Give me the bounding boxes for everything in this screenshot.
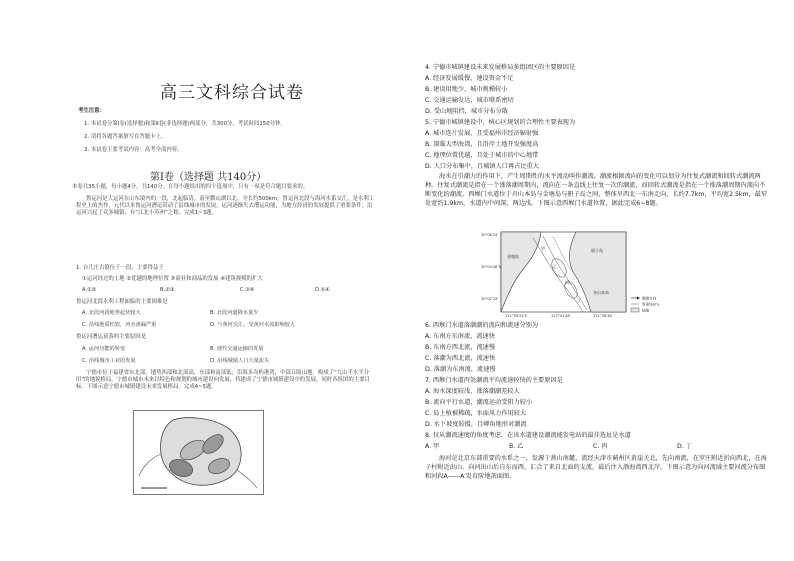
place-label-jintang: 金塘岛 (507, 254, 519, 259)
q7-choice-b: B. 流向平行水道，潮流运动受阻力较小 (425, 399, 533, 406)
q7-choice-d: D. 水下坡度较缓，且岬角地形对潮流 (425, 421, 527, 428)
q7-choice-c: C. 岛上植被稀疏，水面风力作用较大 (425, 410, 527, 417)
legend-land: 陆地 (642, 308, 650, 313)
q6-choice-b: B. 东南方西北流，流速慢 (425, 344, 496, 351)
q1-statements: ①运河经过的土地 ②优越的地理位置 ③商业和商品的发展 ④建筑规模的扩大 (82, 276, 263, 282)
q4-choice-c: C. 交通运输发达，城市联系密切 (425, 97, 514, 104)
place-label-bing: 丙 (565, 280, 569, 285)
q6-choice-a: A. 东南方东南流，流速快 (425, 333, 495, 340)
q5-choice-c: C. 地理位置优越，且处于城市的中心地带 (425, 152, 539, 159)
passage-4: 海河是北京东部重要的水系之一，发源于燕山南麓，流经天津市蓟州区黄崖关北，先向南流，在罗庄附近折向西北，在海子村附近出山。向河出山后自东而西，汇合了来自北面的支流，最后注入渤海湾西北岸。下图示意为向河流域主要河流分布图和河段A——A′发育阶地剖面图。 (425, 455, 767, 480)
q2-choice-b: B. 北段河道降水量少 (210, 310, 259, 316)
q5-choice-a: A. 城市连片发展，且受福州市经济辐射强 (425, 130, 539, 137)
part1-instruction: 本卷共35小题，每小题4分，共140分。在每小题给出的四个选项中，只有一项是符合题目要求的。 (72, 184, 309, 190)
q6-stem: 6. 西堠门水道落潮潮的流向和流速分别为 (425, 322, 539, 329)
q6-choice-d: D. 落潮为东南流，流速慢 (425, 366, 496, 373)
part1-heading: 第Ⅰ卷（选择题 共140分） (150, 172, 267, 183)
q5-stem: 5. 宁德市城镇建设中，核心区规划的合理性主要表现为 (425, 119, 576, 126)
notice-item-2: 2. 请将各题答案填写在答题卡上。 (84, 134, 167, 140)
q8-choice-a: A. 甲 (425, 443, 440, 450)
q2-choice-d: D. 与黄河交汇，受黄河水流影响较大 (210, 322, 296, 328)
q4-choice-a: A. 经济发展缓慢，建设资金不足 (425, 75, 514, 82)
q1-choice-b: B.②③ (160, 287, 175, 293)
lon-label-2: 122°01′48″ (551, 314, 571, 318)
q2-choice-a: A. 北段河段地势起伏较大 (82, 310, 141, 316)
legend-contour: 等深线(m) (642, 302, 660, 307)
notice-item-1: 1. 本试卷分第Ⅰ卷(选择题)和第Ⅱ卷(非选择题)两部分，共300分，考试时间150分钟。 (84, 121, 286, 127)
place-label-jia: 甲 (541, 246, 545, 251)
right-page (397, 0, 794, 561)
q3-choice-a: A. 运河功能的转变 (82, 346, 126, 352)
xihoumen-map (481, 228, 671, 318)
q8-choice-c: C. 丙 (593, 443, 608, 450)
q8-stem: 8. 仅从潮流速度的角度考虑，在该水道建设潮流能发电站的最佳选址是水道 (425, 432, 631, 439)
q8-choice-d: D. 丁 (677, 443, 692, 450)
q4-stem: 4. 宁德市城镇建设未来发展格局多组团区的主要原因是 (425, 64, 576, 71)
notice-item-3: 3. 本试卷主要考试内容：高考全部内容。 (84, 147, 183, 153)
q4-choice-b: B. 建设用地少，城市规模较小 (425, 86, 508, 93)
place-label-ding: 丁 (577, 298, 581, 303)
q1-choice-d: D.①④ (315, 287, 330, 293)
q5-choice-b: B. 深临大型海湾，且沿岸土地开发强度高 (425, 141, 539, 148)
q2-choice-c: C. 沿线地质松软，河水渗漏严重 (82, 322, 157, 328)
notice-heading: 考生注意： (78, 108, 105, 114)
q5-choice-d: D. 人口分布集中，且城镇人口再占比重大 (425, 163, 539, 170)
lon-label-1: 121°56′24″E (505, 314, 528, 318)
lat-label-2: 30°04′48″N (481, 265, 502, 269)
passage-3: 海水在引潮力的作用下，产生周期性的水平流动叫作潮流。潮流根据流向的变化可以划分为往复式潮流和回转式潮流两种。往复式潮流是指在一个涨落潮周期内，流向在一条直线上往复一次的潮流，而回转式潮流是指在一个涨落潮周期内流向不断变化的潮流。西堠门水道位于舟山本岛与金塘岛与册子岛之间，整体呈西北一东南走向，长约7.7km，平均宽2.5km，最窄处宽约1.9km，水道内中间深、两边浅。下图示意西堠门水道位置，据此完成6~8题。 (425, 173, 768, 207)
place-label-cezi: 册子岛 (591, 248, 603, 253)
place-label-zhoushan: 舟山本岛 (593, 290, 609, 295)
q3-choice-c: C. 沿线城市工业的发展 (82, 358, 136, 364)
q1-stem: 1. 台儿庄古镇位于一段，主要得益于 (76, 265, 164, 271)
q7-choice-a: A. 海水深度较浅，涨落潮潮差较大 (425, 388, 520, 395)
place-label-yi: 乙 (553, 264, 557, 269)
lat-label-1: 30°08′24″ (481, 233, 499, 237)
q7-stem: 7. 西堠门水道丙处潮流平均流速较快的主要原因是 (425, 377, 563, 384)
q6-choice-c: C. 落潮为西北流，流速快 (425, 355, 496, 362)
lat-label-3: 30°02′24″ (481, 297, 499, 301)
page-title: 高三文科综合试卷 (160, 83, 304, 103)
legend-flow: 潮流方向 (642, 296, 657, 301)
q8-choice-b: B. 乙 (509, 443, 524, 450)
q4-choice-d: D. 受山地阻挡，城市分布分散 (425, 108, 508, 115)
ningde-map (133, 410, 264, 495)
q3-choice-d: D. 沿线城镇人口大量流失 (210, 358, 270, 364)
q1-choice-a: A.①② (82, 287, 97, 293)
passage-2: 宁德市位于福建省东北部，地势西部和北部高，东部和南部低；沿海多岛屿港湾，中部丘陵山地，构成了“九山半水半分田”的地貌格局。宁德市城市未来以特色和规划的城市建设向发展，将建成了宁德市城镇建设中的发展，同时各组团的主要目标。下图示意宁德市城镇建设未来发展格局。完成4~5题。 (76, 370, 370, 391)
q3-choice-b: B. 现代交通运输的发展 (210, 346, 264, 352)
lon-label-3: 121°58′36″ (593, 314, 613, 318)
q1-choice-c: C.③④ (240, 287, 255, 293)
q3-stem: 鲁运河漕运衰落的主要原因是 (76, 334, 147, 340)
passage-1: 鲁运河是大运河在山东境内的一段，北起临清，南至微山湖以北，全长约500km，鲁运河北段与海河水系交汇，是水利工程史上的杰作，元代以来鲁运河漕运带动了沿线城市的发展，运河逐渐失去漕运功能，为地方经济的发展提供了重要条件。沿运河兴起了众多城镇，有“江北小苏州”之称。完成1~3题。 (76, 196, 375, 217)
q2-stem: 鲁运河北段水利工程面临的主要困难是 (76, 299, 168, 305)
